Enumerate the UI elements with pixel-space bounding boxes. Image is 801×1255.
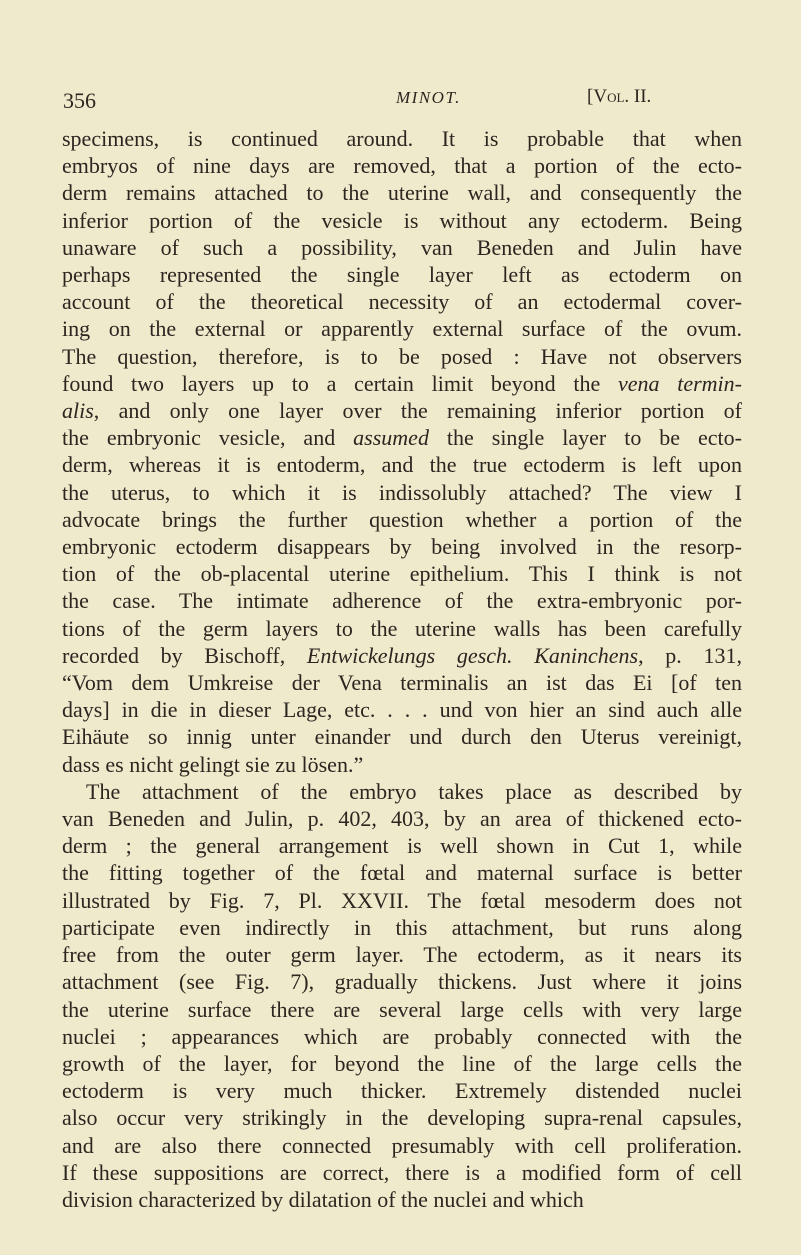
text-line: embryonic ectoderm disappears by being involved in the resorp- [62,534,742,560]
text-line: the uterus, to which it is indissolubly attached? The view I [62,479,742,505]
text-line: tion of the ob-placental uterine epithelium. This I think is not [62,561,742,587]
text-line: the uterine surface there are several large cells with very large [62,996,742,1022]
running-head: MINOT. [396,88,461,107]
text-line: ectoderm is very much thicker. Extremely distended nuclei [62,1078,742,1104]
body-text [62,125,742,1213]
text-line: the embryonic vesicle, and assumed the single layer to be ecto- [62,425,742,451]
text-line: derm ; the general arrangement is well shown in Cut 1, while [62,833,742,859]
text-line: The question, therefore, is to be posed : Have not observers [62,343,742,369]
text-line: advocate brings the further question whether a portion of the [62,506,742,532]
text-line: tions of the germ layers to the uterine walls has been carefully [62,615,742,641]
text-line: derm remains attached to the uterine wall, and consequently the [62,180,742,206]
text-line: and are also there connected presumably with cell proliferation. [62,1132,742,1158]
text-line: embryos of nine days are removed, that a portion of the ecto- [62,153,742,179]
text-line: growth of the layer, for beyond the line of the large cells the [62,1050,742,1076]
text-line: inferior portion of the vesicle is without any ectoderm. Being [62,207,742,233]
text-line: alis, and only one layer over the remaining inferior portion of [62,398,742,424]
text-line: days] in die in dieser Lage, etc. . . . und von hier an sind auch alle [62,697,742,723]
text-line: ing on the external or apparently external surface of the ovum. [62,316,742,342]
text-line: the case. The intimate adherence of the extra-embryonic por- [62,588,742,614]
text-line: nuclei ; appearances which are probably connected with the [62,1023,742,1049]
text-line: attachment (see Fig. 7), gradually thickens. Just where it joins [62,969,742,995]
text-line: also occur very strikingly in the developing supra-renal capsules, [62,1105,742,1131]
text-line: dass es nicht gelingt sie zu lösen.” [62,751,364,777]
text-line: Eihäute so innig unter einander und durch den Uterus vereinigt, [62,724,742,750]
text-line: derm, whereas it is entoderm, and the true ectoderm is left upon [62,452,742,478]
text-line: recorded by Bischoff, Entwickelungs gesch. Kaninchens, p. 131, [62,642,742,668]
text-line: illustrated by Fig. 7, Pl. XXVII. The fœtal mesoderm does not [62,887,742,913]
paragraph-start-line: The attachment of the embryo takes place as described by [86,778,742,804]
text-line: “Vom dem Umkreise der Vena terminalis an ist das Ei [of ten [62,670,742,696]
volume-label: [Vol. II. [587,86,652,107]
text-line: participate even indirectly in this attachment, but runs along [62,914,742,940]
text-line: account of the theoretical necessity of an ectodermal cover- [62,289,742,315]
text-line: specimens, is continued around. It is probable that when [62,126,742,151]
text-line: the fitting together of the fœtal and maternal surface is better [62,860,742,886]
text-line: unaware of such a possibility, van Beneden and Julin have [62,234,742,260]
text-line: found two layers up to a certain limit beyond the vena termin- [62,370,742,396]
text-line: division characterized by dilatation of the nuclei and which [62,1186,584,1212]
text-line: perhaps represented the single layer left as ectoderm on [62,262,742,288]
page-header [62,86,741,120]
text-line: van Beneden and Julin, p. 402, 403, by an area of thickened ecto- [62,806,742,832]
page-number: 356 [63,88,96,113]
text-line: free from the outer germ layer. The ectoderm, as it nears its [62,942,742,968]
text-line: If these suppositions are correct, there is a modified form of cell [62,1159,742,1185]
